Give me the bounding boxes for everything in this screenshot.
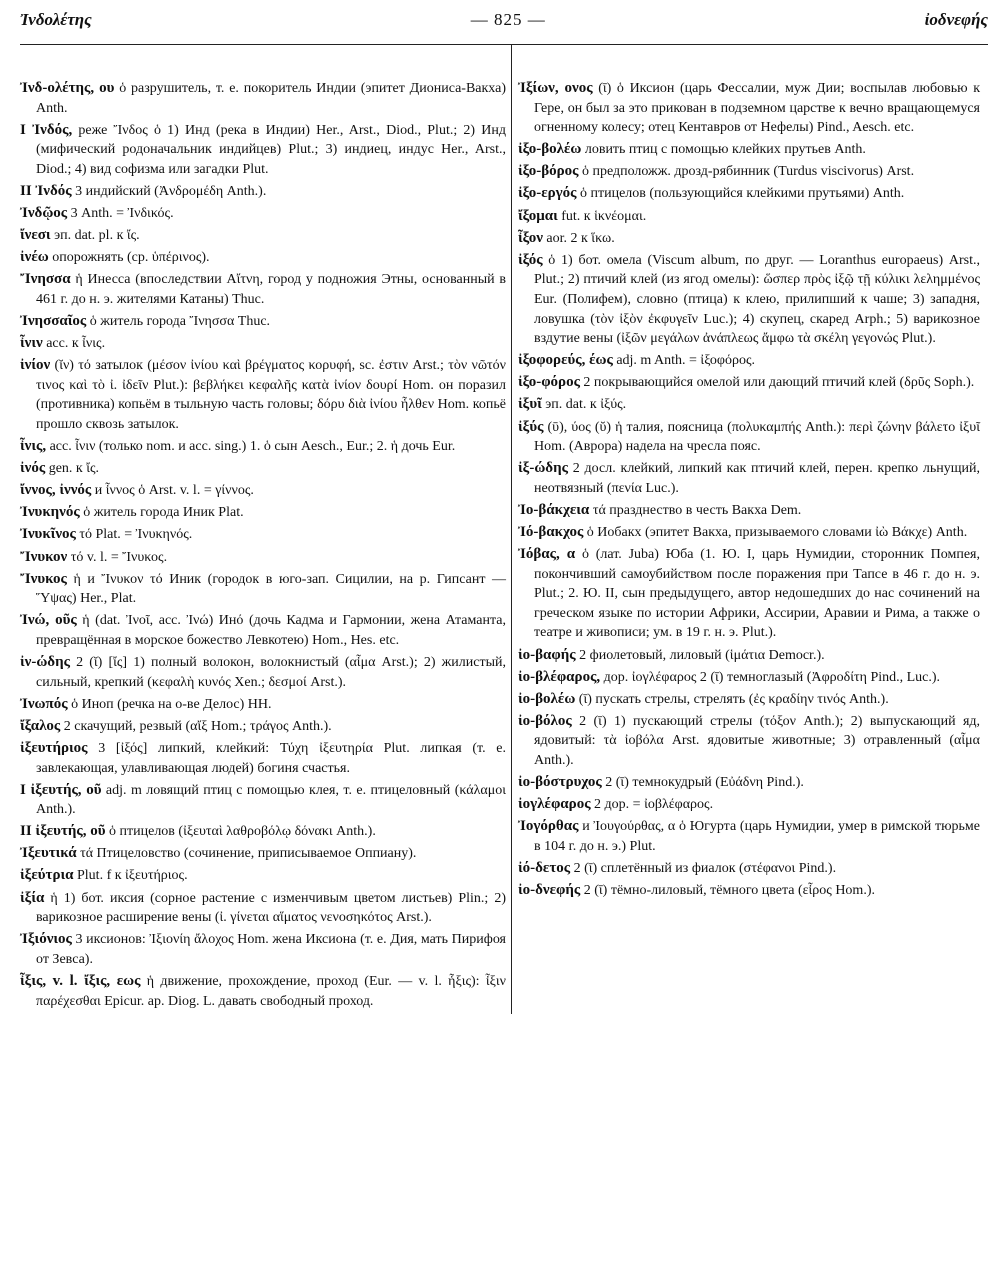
dictionary-entry bbox=[518, 668, 980, 688]
dictionary-entry bbox=[518, 184, 980, 204]
dictionary-entry bbox=[20, 548, 506, 568]
entry-headword: ἰξοφορεύς, έως bbox=[518, 352, 613, 369]
dictionary-entry bbox=[518, 79, 980, 138]
dictionary-entry bbox=[20, 822, 506, 842]
dictionary-entry bbox=[20, 204, 506, 224]
entry-headword: Ἰογόρθας bbox=[518, 818, 579, 835]
entry-definition: 2 дор. = ἰοβλέφαρος. bbox=[594, 797, 714, 813]
entry-headword: II Ἰνδός bbox=[20, 182, 72, 199]
dictionary-entry bbox=[20, 611, 506, 650]
entry-definition: (ῑ) пускать стрелы, стрелять (ἐς κραδίην τινός Anth.). bbox=[578, 691, 889, 707]
entry-headword: ἰο-βόλος bbox=[518, 712, 572, 729]
entry-headword: ἶνιν bbox=[20, 335, 43, 352]
entry-headword: ἰο-βόστρυχος bbox=[518, 774, 602, 791]
dictionary-entry bbox=[20, 79, 506, 118]
entry-definition: τά празднество в честь Вакха Dem. bbox=[592, 502, 802, 518]
entry-definition: ἡ (dat. Ἰνοῖ, acc. Ἰνώ) Инό (дочь Кадма и Гармонии, жена Атаманта, превращённая в морское божество Левкотею) Hom., Hes. etc. bbox=[36, 613, 506, 648]
dictionary-entry bbox=[518, 501, 980, 521]
dictionary-entry bbox=[518, 545, 980, 643]
dictionary-entry bbox=[20, 356, 506, 434]
dictionary-entry bbox=[518, 140, 980, 160]
page-number: — 825 — bbox=[470, 10, 546, 29]
entry-headword: ἰνίον bbox=[20, 357, 51, 374]
entry-definition: ὁ птицелов (ἰξευταὶ λαθροβόλῳ δόνακι Anth.). bbox=[109, 824, 376, 840]
entry-headword: ἰο-βολέω bbox=[518, 690, 576, 707]
entry-definition: ὁ житель города Ἴνησσα Thuc. bbox=[89, 314, 271, 330]
dictionary-entry bbox=[518, 690, 980, 710]
entry-definition: (ῐν) τό затылок (μέσον ἰνίου καὶ βρέγματος κορυφή, sc. ἐστιν Arst.; τὸν νῶτόν τινος καὶ τὸ ἰ. ἰδεῖν Plut.): βεβλήκει κεφαλῆς κατὰ ἰνίον δουρί Hom. он поразил (противника) копьём в тыльную часть головы; δόρυ διὰ ἰνίου ἦλθεν Hom. копьё прошло сквозь затылок. bbox=[36, 358, 506, 432]
entry-headword: ἶξις, v. l. ἴξις, εως bbox=[20, 972, 141, 989]
entry-definition: ἡ Инесса (впоследствии Αἴτνη, город у подножия Этны, основанный в 461 г. до н. э. жителями Катаны) Thuc. bbox=[36, 272, 506, 307]
entry-headword: ἰξία bbox=[20, 889, 45, 906]
entry-definition: 2 (ῑ) сплетённый из фиалок (στέφανοι Pind.). bbox=[573, 860, 837, 876]
entry-definition: acc. ἶνιν (только nom. и acc. sing.) 1. ὁ сын Aesch., Eur.; 2. ἡ дочь Eur. bbox=[49, 439, 456, 455]
entry-definition: ὁ 1) бот. омела (Viscum album, по друг. — Loranthus europaeus) Arst., Plut.; 2) птичий клей (из ягод омелы): ὥσπερ πρὸς ἰξῷ τῇ κύλικι λελημμένος Eur. (Полифем), словно (птица) к клею, прилипший к чаше; 3) западня, ловушка (τὸν ἰξὸν ἐκφυγεῖν Luc.); 4) скупец, скаред Arph.; 5) варикозное вздутие вены (ἰξῶν μεγάλων ἀνάπλεως ἄμφω τὰ σκέλη γεγονώς Plut.). bbox=[534, 252, 980, 347]
entry-headword: Ἰνυκηνός bbox=[20, 504, 80, 521]
dictionary-entry bbox=[518, 162, 980, 182]
entry-headword: Ἰνδ-ολέτης, ου bbox=[20, 80, 115, 96]
right-column bbox=[518, 79, 980, 1014]
entry-headword: II ἰξευτής, οῦ bbox=[20, 823, 106, 840]
entry-definition: 2 досл. клейкий, липкий как птичий клей, перен. крепко льнущий, неотвязный (πενία Luc.). bbox=[534, 461, 981, 496]
dictionary-entry bbox=[20, 248, 506, 268]
entry-headword: ἰο-βαφής bbox=[518, 646, 576, 663]
entry-headword: ἴννος, ἰννός bbox=[20, 482, 92, 499]
entry-headword: ἰογλέφαρος bbox=[518, 796, 591, 813]
entry-definition: 2 покрывающийся омелой или дающий птичий клей (δρῦς Soph.). bbox=[583, 375, 975, 391]
dictionary-entry bbox=[20, 889, 506, 928]
entry-definition: и ἶννος ὁ Arst. v. l. = γίννος. bbox=[94, 483, 254, 499]
entry-headword: Ἰό-βακχος bbox=[518, 523, 584, 540]
dictionary-entry bbox=[518, 373, 980, 393]
entry-headword: ἰνέω bbox=[20, 249, 49, 266]
dictionary-entry bbox=[20, 781, 506, 820]
entry-headword: ἴξομαι bbox=[518, 207, 558, 224]
entry-headword: Ἰνώ, οῦς bbox=[20, 612, 77, 629]
dictionary-entry bbox=[518, 859, 980, 879]
dictionary-entry bbox=[518, 418, 980, 457]
entry-headword: ἴνεσι bbox=[20, 227, 51, 244]
entry-definition: 3 Anth. = Ἰνδικός. bbox=[70, 206, 174, 222]
entry-definition: (ῡ), ύος (ῠ) ἡ талия, поясница (πολυκαμπής Anth.): περὶ ζώνην βάλετο ἰξυῖ Hom. (Аврора) надела на чресла пояс. bbox=[534, 419, 980, 455]
columns bbox=[20, 79, 988, 1014]
dictionary-entry bbox=[20, 570, 506, 609]
entry-headword: ἶνις, bbox=[20, 438, 47, 455]
entry-headword: ἰξο-βόρος bbox=[518, 163, 579, 180]
entry-headword: ἰξο-εργός bbox=[518, 185, 577, 202]
dictionary-entry bbox=[20, 525, 506, 545]
entry-definition: ὁ Иобакх (эпитет Вакха, призываемого словами ἰὼ Βάκχε) Anth. bbox=[586, 524, 968, 540]
entry-definition: aor. 2 к ἵκω. bbox=[546, 230, 615, 246]
entry-definition: 2 (ῐ) [ἴς] 1) полный волокон, волокнистый (αἷμα Arst.); 2) жилистый, сильный, крепкий (κεφαλὴ κυνός Xen.; δεσμοί Arst.). bbox=[36, 655, 507, 690]
dictionary-entry bbox=[20, 844, 506, 864]
entry-definition: реже Ἴνδος ὁ 1) Инд (река в Индии) Her., Arst., Diod., Plut.; 2) Инд (мифический родоначальник индийцев) Plut.; 3) индиец, индус Her., Arst., Diod.; 4) вид софизма или загадки Plut. bbox=[36, 122, 506, 177]
entry-headword: ἴξαλος bbox=[20, 717, 61, 734]
entry-definition: ὁ разрушитель, т. е. покоритель Индии (эпитет Диониса-Вакха) Anth. bbox=[36, 81, 506, 116]
entry-headword: ἰν-ώδης bbox=[20, 654, 70, 671]
entry-headword: ἰο-βλέφαρος, bbox=[518, 668, 601, 685]
dictionary-entry bbox=[20, 459, 506, 479]
entry-headword: Ἰνυκῖνος bbox=[20, 526, 76, 543]
dictionary-entry bbox=[20, 695, 506, 715]
entry-headword: Ἰξιόνιος bbox=[20, 931, 72, 948]
entry-headword: Ἴνυκος bbox=[20, 570, 67, 587]
entry-headword: ἰνός bbox=[20, 460, 46, 477]
entry-definition: ὁ птицелов (пользующийся клейкими прутьями) Anth. bbox=[579, 186, 905, 202]
dictionary-entry bbox=[518, 351, 980, 371]
dictionary-entry bbox=[20, 334, 506, 354]
entry-definition: τό v. l. = Ἴνυκος. bbox=[70, 549, 168, 565]
entry-headword: Ἰνδῷος bbox=[20, 205, 68, 222]
entry-headword: Ἰνησσαῖος bbox=[20, 313, 87, 330]
entry-definition: ὁ (лат. Juba) Юба (1. Ю. I, царь Нумидии, сторонник Помпея, покончивший самоубийством после поражения при Тапсе в 46 г. до н. э. Plut.; 2. Ю. II, сын предыдущего, автор недошедших до нас сочинений на греческом языке по истории Африки, Ассирии, Аравии и Рима, а также о театре и живописи; ум. в 19 г. н. э. Plut.). bbox=[534, 547, 980, 641]
right-running-head: ἰοδνεφής bbox=[924, 10, 988, 29]
entry-definition: gen. к ἴς. bbox=[48, 461, 100, 477]
dictionary-entry bbox=[518, 817, 980, 856]
dictionary-entry bbox=[518, 795, 980, 815]
entry-headword: ἰξύς bbox=[518, 418, 544, 435]
page-header bbox=[20, 10, 988, 45]
entry-definition: 2 (ῑ) тёмно-лиловый, тёмного цвета (εἶρος Hom.). bbox=[583, 883, 875, 899]
entry-headword: Ἰξίων, ονος bbox=[518, 80, 593, 96]
entry-definition: 3 иксионов: Ἰξιονίη ἄλοχος Hom. жена Иксиона (т. е. Дия, мать Пирифоя от Зевса). bbox=[36, 932, 506, 967]
dictionary-entry bbox=[518, 646, 980, 666]
entry-headword: ἶξον bbox=[518, 229, 543, 246]
entry-headword: ἰό-δετος bbox=[518, 859, 571, 876]
entry-definition: 2 скачущий, резвый (αἴξ Hom.; τράγος Anth.). bbox=[63, 718, 332, 734]
dictionary-entry bbox=[20, 121, 506, 180]
entry-definition: τά Птицеловство (сочинение, приписываемое Оппиану). bbox=[80, 846, 417, 862]
dictionary-entry bbox=[518, 881, 980, 901]
dictionary-entry bbox=[20, 930, 506, 969]
entry-definition: ὁ предположж. дрозд-рябинник (Turdus viscivorus) Arst. bbox=[581, 164, 915, 180]
entry-definition: эп. dat. pl. к ἴς. bbox=[54, 228, 140, 244]
entry-definition: ἡ и Ἴνυκον τό Иник (городок в юго-зап. Сицилии, на р. Гипсант — Ὕψας) Her., Plat. bbox=[36, 571, 507, 607]
entry-headword: ἰο-δνεφής bbox=[518, 882, 581, 899]
entry-headword: Ἰο-βάκχεια bbox=[518, 501, 590, 518]
entry-headword: ἰξεύτρια bbox=[20, 867, 74, 884]
dictionary-entry bbox=[518, 523, 980, 543]
dictionary-entry bbox=[20, 739, 506, 778]
entry-definition: ἡ 1) бот. иксия (сорное растение с изменчивым цветом листьев) Plin.; 2) варикозное расширение вены (ἰ. γίνεται αἵματος νενοσηκότος Arst.). bbox=[36, 890, 506, 926]
dictionary-entry bbox=[518, 229, 980, 249]
entry-definition: ἡ движение, прохождение, проход (Eur. — v. l. ἧξις): ἶξιν παρέχεσθαι Epicur. ap. Diog. L. давать свободный проход. bbox=[36, 973, 506, 1009]
dictionary-entry bbox=[20, 182, 506, 202]
dictionary-entry bbox=[518, 773, 980, 793]
dictionary-entry bbox=[20, 226, 506, 246]
entry-headword: ἰξ-ώδης bbox=[518, 460, 568, 477]
dictionary-entry bbox=[20, 653, 506, 692]
dictionary-entry bbox=[518, 207, 980, 227]
dictionary-entry bbox=[518, 251, 980, 349]
entry-headword: Ἴνησσα bbox=[20, 271, 71, 288]
entry-headword: Ἴνυκον bbox=[20, 548, 68, 565]
entry-headword: Ἰνωπός bbox=[20, 695, 68, 712]
entry-headword: ἰξευτήριος bbox=[20, 739, 88, 756]
entry-headword: I ἰξευτής, οῦ bbox=[20, 781, 102, 798]
entry-definition: ὁ житель города Иник Plat. bbox=[83, 505, 244, 521]
dictionary-entry bbox=[518, 459, 980, 498]
entry-definition: Plut. f к ἰξευτήριος. bbox=[77, 868, 188, 884]
entry-definition: acc. к ἶνις. bbox=[46, 336, 106, 352]
entry-definition: adj. m Anth. = ἰξοφόρος. bbox=[616, 353, 756, 369]
entry-headword: I Ἰνδός, bbox=[20, 121, 73, 138]
entry-definition: adj. m ловящий птиц с помощью клея, т. е. птицеловный (κάλαμοι Anth.). bbox=[36, 782, 507, 818]
entry-headword: ἰξο-φόρος bbox=[518, 374, 580, 391]
dictionary-entry bbox=[20, 972, 506, 1011]
entry-definition: fut. к ἱκνέομαι. bbox=[561, 208, 647, 224]
entry-definition: (ῑ) ὁ Иксион (царь Фессалии, муж Дии; воспылав любовью к Гере, он был за это прикован в подземном царстве к вечно вращающемуся огненному колесу; отец Кентавров от Нефелы) Pind., Aesch. etc. bbox=[534, 81, 980, 136]
entry-definition: и Ἰουγούρθας, α ὁ Югурта (царь Нумидии, умер в римской тюрьме в 104 г. до н. э.) Plut. bbox=[534, 819, 980, 854]
entry-definition: эп. dat. к ἰξύς. bbox=[545, 397, 627, 413]
entry-headword: Ἰξευτικά bbox=[20, 845, 77, 862]
dictionary-entry bbox=[20, 312, 506, 332]
entry-definition: опорожнять (ср. ὑπέρινος). bbox=[52, 250, 210, 266]
entry-headword: ἰξο-βολέω bbox=[518, 141, 582, 158]
entry-headword: ἰξός bbox=[518, 251, 543, 268]
entry-definition: τό Plat. = Ἰνυκηνός. bbox=[79, 527, 193, 543]
dictionary-entry bbox=[20, 481, 506, 501]
left-running-head: Ἰνδολέτης bbox=[20, 10, 92, 29]
dictionary-entry bbox=[20, 270, 506, 309]
dictionary-entry bbox=[518, 712, 980, 771]
entry-definition: дор. ἰογλέφαρος 2 (ῑ) темноглазый (Ἀφροδίτη Pind., Luc.). bbox=[603, 669, 941, 685]
dictionary-entry bbox=[20, 866, 506, 886]
entry-headword: ἰξυῖ bbox=[518, 396, 542, 413]
left-column bbox=[20, 79, 506, 1014]
dictionary-entry bbox=[20, 503, 506, 523]
entry-definition: 2 фиолетовый, лиловый (ἱμάτια Democr.). bbox=[579, 647, 825, 663]
entry-definition: 2 (ῑ) 1) пускающий стрелы (τόξον Anth.); 2) выпускающий яд, ядовитый: τὰ ἰοβόλα Arst. ядовитые животные; 3) отравленный (αἷμα Anth.). bbox=[534, 713, 981, 768]
entry-definition: ὁ Иноп (речка на о-ве Делос) НН. bbox=[71, 696, 272, 712]
entry-definition: 2 (ῑ) темнокудрый (Εὐάδνη Pind.). bbox=[605, 775, 804, 791]
dictionary-entry bbox=[518, 395, 980, 415]
entry-definition: ловить птиц с помощью клейких прутьев Anth. bbox=[584, 142, 866, 158]
dictionary-entry bbox=[20, 437, 506, 457]
entry-definition: 3 [ἰξός] липкий, клейкий: Τύχη ἰξευτηρία Plut. липкая (т. е. завлекающая, улавливающая людей) богиня счастья. bbox=[36, 740, 507, 776]
entry-headword: Ἰόβας, α bbox=[518, 546, 576, 563]
entry-definition: 3 индийский (Ἀνδρομέδη Anth.). bbox=[75, 183, 267, 199]
dictionary-entry bbox=[20, 717, 506, 737]
